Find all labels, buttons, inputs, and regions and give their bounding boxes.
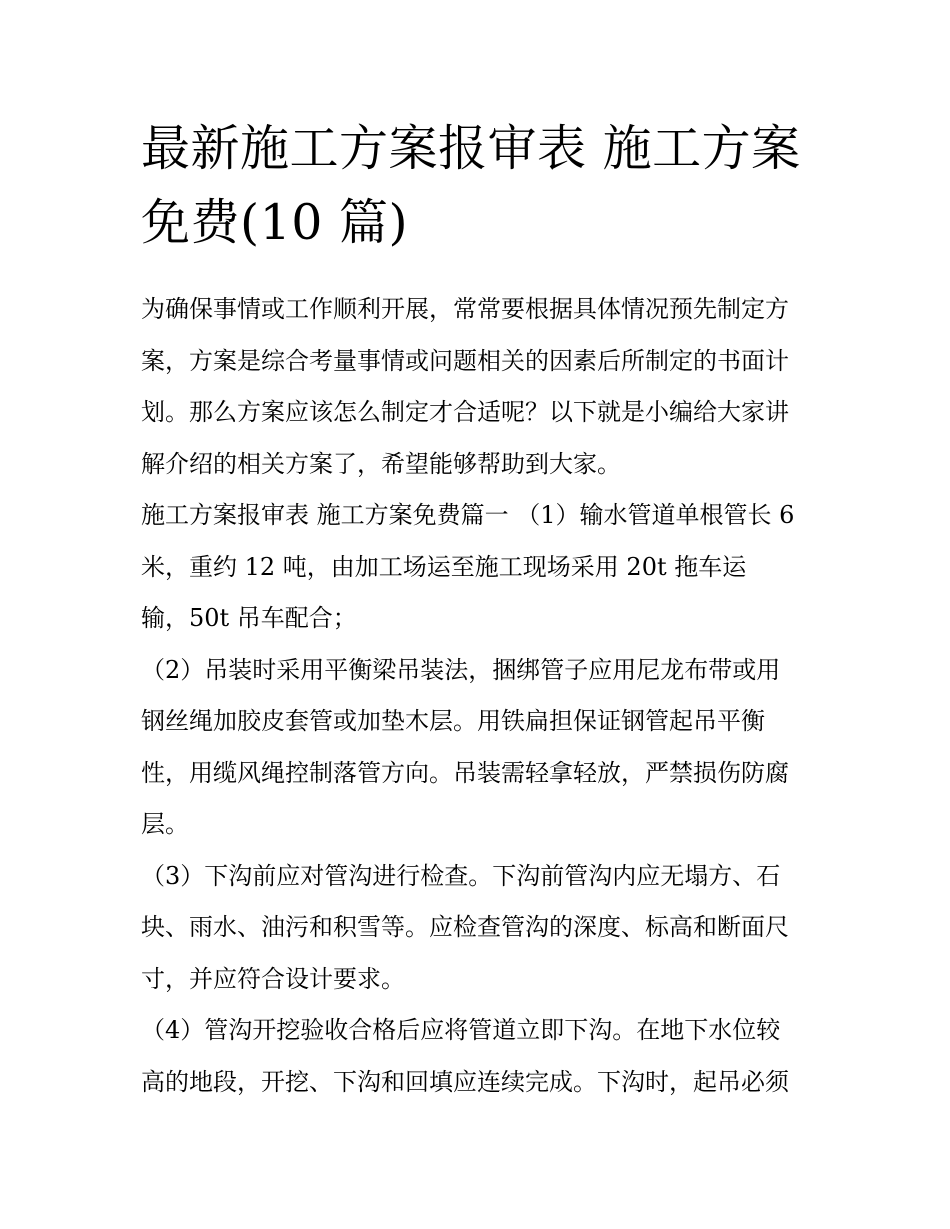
- paragraph-intro: [141, 284, 816, 490]
- text-line: 解介绍的相关方案了，希望能够帮助到大家。: [141, 449, 621, 478]
- text-line: 施工方案报审表 施工方案免费篇一 （1）输水管道单根管长 6: [141, 501, 795, 529]
- text-line: 为确保事情或工作顺利开展，常常要根据具体情况预先制定方: [141, 295, 789, 323]
- title-line: 最新施工方案报审表 施工方案: [141, 120, 801, 177]
- document-content: [141, 112, 816, 1108]
- document-body: [141, 284, 816, 1108]
- text-line: 高的地段，开挖、下沟和回填应连续完成。下沟时，起吊必须: [141, 1067, 789, 1096]
- title-line: 免费(10 篇): [141, 194, 409, 251]
- text-line: （2）吊装时采用平衡梁吊装法，捆绑管子应用尼龙布带或用: [141, 655, 781, 684]
- paragraph-item-2: [141, 645, 816, 851]
- text-line: 划。那么方案应该怎么制定才合适呢？以下就是小编给大家讲: [141, 398, 789, 426]
- paragraph-item-4: [141, 1005, 816, 1108]
- text-line: 寸，并应符合设计要求。: [141, 964, 405, 993]
- text-line: 块、雨水、油污和积雪等。应检查管沟的深度、标高和断面尺: [141, 913, 789, 941]
- text-line: 层。: [141, 810, 189, 838]
- text-line: （3）下沟前应对管沟进行检查。下沟前管沟内应无塌方、石: [141, 861, 781, 890]
- text-line: 米，重约 12 吨，由加工场运至施工现场采用 20t 拖车运: [141, 552, 747, 581]
- paragraph-item-3: [141, 851, 816, 1006]
- text-line: （4）管沟开挖验收合格后应将管道立即下沟。在地下水位较: [141, 1016, 781, 1044]
- paragraph-section-1: [141, 490, 816, 645]
- document-title: [141, 112, 816, 260]
- text-line: 钢丝绳加胶皮套管或加垫木层。用铁扁担保证钢管起吊平衡: [141, 707, 765, 735]
- text-line: 性，用缆风绳控制落管方向。吊装需轻拿轻放，严禁损伤防腐: [141, 758, 789, 787]
- text-line: 案，方案是综合考量事情或问题相关的因素后所制定的书面计: [141, 346, 789, 375]
- text-line: 输，50t 吊车配合；: [141, 604, 357, 632]
